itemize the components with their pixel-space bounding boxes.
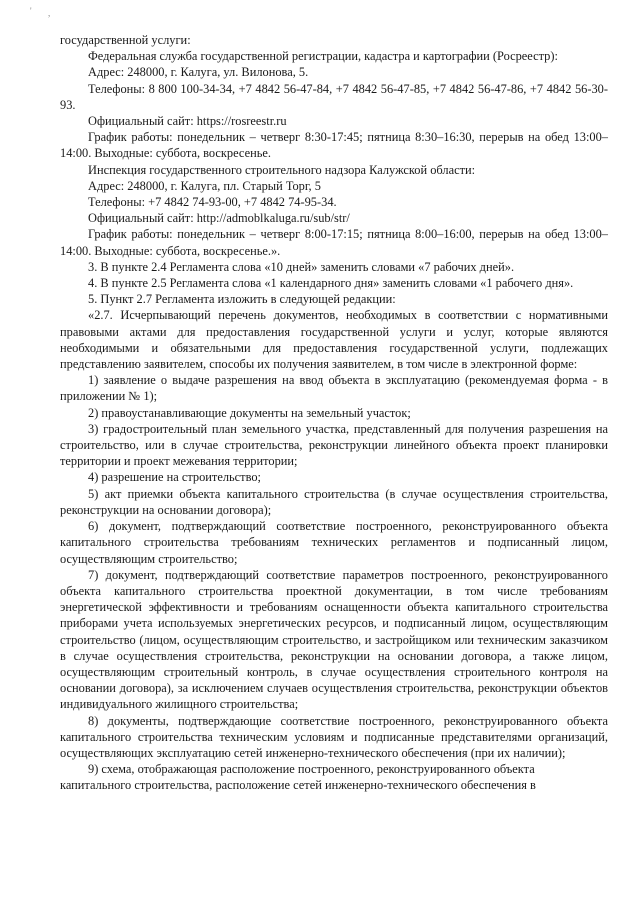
paragraph: График работы: понедельник – четверг 8:00-17:15; пятница 8:00–16:00, перерыв на обед 13:00–14:00. Выходные: суббота, воскресенье.». <box>60 227 608 258</box>
paragraph: Официальный сайт: http://admoblkaluga.ru/sub/str/ <box>88 211 350 226</box>
paragraph: 3. В пункте 2.4 Регламента слова «10 дней» заменить словами «7 рабочих дней». <box>88 259 515 274</box>
paragraph: Телефоны: +7 4842 74-93-00, +7 4842 74-95-34. <box>88 195 337 210</box>
paragraph: 8) документы, подтверждающие соответствие построенного, реконструированного объекта капитального строительства техническим условиям и подписанные представителями организаций, осуществляющих эксплуатацию сетей инженерно-технического обеспечения (при их наличии); <box>60 713 608 760</box>
paragraph: 4. В пункте 2.5 Регламента слова «1 календарного дня» заменить словами «1 рабочего дня». <box>88 276 574 291</box>
paragraph: Адрес: 248000, г. Калуга, ул. Вилонова, 5. <box>88 65 309 80</box>
scan-mark: ' <box>30 6 32 16</box>
paragraph: График работы: понедельник – четверг 8:30-17:45; пятница 8:30–16:30, перерыв на обед 13:00–14:00. Выходные: суббота, воскресенье. <box>60 130 608 161</box>
paragraph: 5) акт приемки объекта капитального строительства (в случае осуществления строительства, реконструкции на основании договора); <box>60 486 608 517</box>
scan-mark: , <box>48 8 51 18</box>
paragraph: 7) документ, подтверждающий соответствие параметров построенного, реконструированного объекта капитального строительства проектной документации, в том числе требованиям энергетической эффективности и требованиям оснащенности объекта капитального строительства приборами учета используемых энергетических ресурсов, и подписанный лицом, осуществляющим строительство (лицом, осуществляющим строительство, и застройщиком или техническим заказчиком в случае осуществления строительства, реконструкции на основании договора, а также лицом, осуществляющим строительный контроль, в случае осуществления строительного контроля на основании договора), за исключением случаев осуществления строительства, реконструкции объектов индивидуального жилищного строительства; <box>60 567 608 712</box>
paragraph: Адрес: 248000, г. Калуга, пл. Старый Торг, 5 <box>88 178 321 193</box>
paragraph: Инспекция государственного строительного надзора Калужской области: <box>88 162 476 177</box>
paragraph: «2.7. Исчерпывающий перечень документов, необходимых в соответствии с нормативными правовыми актами для предоставления государственной услуги и услуг, которые являются необходимыми и обязательными для предоставления государственной услуги, подлежащих представлению заявителем, способы их получения заявителем, в том числе в электронной форме: <box>60 308 608 372</box>
paragraph: 9) схема, отображающая расположение построенного, реконструированного объекта капитального строительства, расположение сетей инженерно-технического обеспечения в <box>60 762 536 793</box>
document-body <box>60 32 608 794</box>
paragraph: 2) правоустанавливающие документы на земельный участок; <box>88 405 411 420</box>
paragraph: 4) разрешение на строительство; <box>88 470 261 485</box>
paragraph: Официальный сайт: https://rosreestr.ru <box>88 114 287 129</box>
paragraph: 1) заявление о выдаче разрешения на ввод объекта в эксплуатацию (рекомендуемая форма - в приложении № 1); <box>60 373 608 404</box>
paragraph: Федеральная служба государственной регистрации, кадастра и картографии (Росреестр): <box>88 49 558 64</box>
paragraph: 3) градостроительный план земельного участка, представленный для получения разрешения на строительство, или в случае строительства, реконструкции линейного объекта проект планировки территории и проект межевания территории; <box>60 421 608 469</box>
paragraph: 5. Пункт 2.7 Регламента изложить в следующей редакции: <box>88 292 396 307</box>
paragraph: 6) документ, подтверждающий соответствие построенного, реконструированного объекта капитального строительства требованиям технических регламентов и подписанный лицом, осуществляющим строительство; <box>60 519 608 566</box>
paragraph: государственной услуги: <box>60 33 191 47</box>
paragraph: Телефоны: 8 800 100-34-34, +7 4842 56-47-84, +7 4842 56-47-85, +7 4842 56-47-86, +7 4842 56-30-93. <box>60 81 608 112</box>
